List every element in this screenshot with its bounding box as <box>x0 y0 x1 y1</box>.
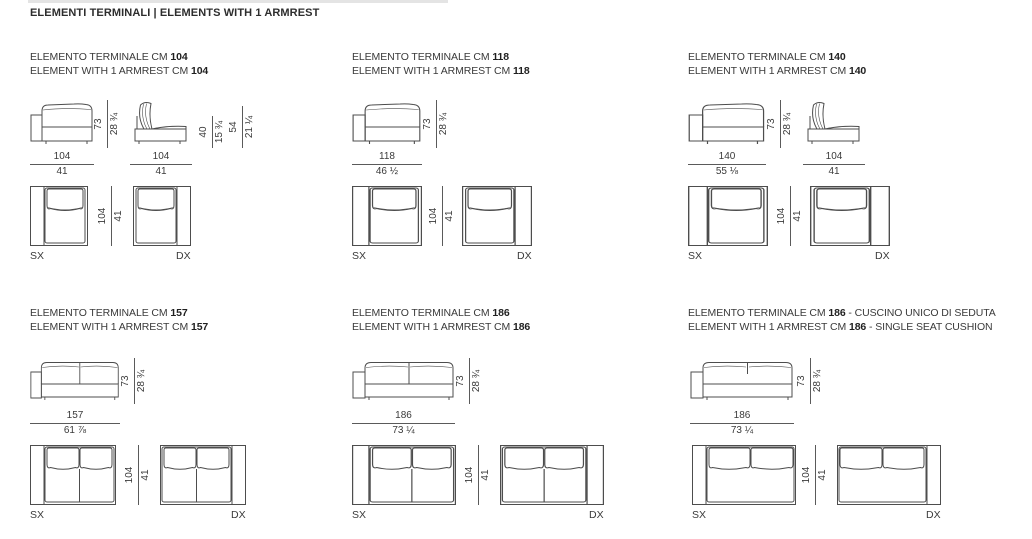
height-dim-inch: 28 ¾ <box>438 112 449 136</box>
block-title-it: ELEMENTO TERMINALE CM 186 - CUSCINO UNICO DI SEDUTA <box>688 307 996 319</box>
block-title-it: ELEMENTO TERMINALE CM 140 <box>688 51 846 63</box>
block-title-en: ELEMENT WITH 1 ARMREST CM 157 <box>30 321 209 333</box>
width-dim-inch: 46 ½ <box>375 166 399 177</box>
width-dim-line <box>688 164 766 165</box>
top-view-sx-drawing <box>30 445 116 505</box>
depth-dim-cm: 104 <box>776 207 787 225</box>
front-view-drawing <box>688 100 766 148</box>
sx-label: SX <box>352 509 367 521</box>
dx-label: DX <box>231 509 246 521</box>
block-title <box>30 50 208 78</box>
depth-dim-cm: 104 <box>97 207 108 225</box>
element-block-118 <box>352 50 696 280</box>
top-view-dx-drawing <box>810 186 890 246</box>
width-dim-inch: 55 ⅛ <box>715 166 739 177</box>
sx-label: SX <box>688 250 703 262</box>
back-height-dim-cm: 54 <box>228 121 239 133</box>
back-height-dim-inch: 21 ¼ <box>244 115 255 139</box>
dx-label: DX <box>517 250 532 262</box>
block-title-it: ELEMENTO TERMINALE CM 157 <box>30 307 188 319</box>
block-title-it: ELEMENTO TERMINALE CM 118 <box>352 51 509 63</box>
width-dim-cm: 186 <box>395 410 412 421</box>
top-view-sx-drawing <box>692 445 796 505</box>
top-view-dx-drawing <box>837 445 941 505</box>
side-width-dim-inch: 41 <box>828 166 840 177</box>
dx-label: DX <box>875 250 890 262</box>
side-view-drawing <box>803 100 865 148</box>
block-title-en: ELEMENT WITH 1 ARMREST CM 104 <box>30 65 209 77</box>
side-view-drawing <box>130 100 192 148</box>
block-title-it: ELEMENTO TERMINALE CM 104 <box>30 51 188 63</box>
sx-label: SX <box>692 509 707 521</box>
element-block-186 <box>352 306 696 536</box>
top-view-sx-drawing <box>30 186 88 246</box>
width-dim <box>352 151 422 177</box>
width-dim-inch: 73 ¼ <box>730 425 754 436</box>
width-dim-cm: 157 <box>66 410 84 421</box>
height-dim-cm: 73 <box>766 118 777 130</box>
top-view-dx-drawing <box>500 445 604 505</box>
depth-dim-cm: 104 <box>428 207 439 225</box>
height-dim-inch: 28 ¾ <box>136 369 147 393</box>
page-top-rule <box>28 0 448 3</box>
block-title-en: ELEMENT WITH 1 ARMREST CM 186 - SINGLE SEAT CUSHION <box>688 321 993 333</box>
section-title: ELEMENTI TERMINALI | ELEMENTS WITH 1 ARMREST <box>30 7 320 19</box>
side-width-dim-cm: 104 <box>825 151 843 162</box>
height-dim-cm: 73 <box>422 118 433 130</box>
block-title <box>30 306 208 334</box>
width-dim-line <box>30 164 94 165</box>
dx-label: DX <box>926 509 941 521</box>
width-dim-line <box>690 423 794 424</box>
block-title-it: ELEMENTO TERMINALE CM 186 <box>352 307 510 319</box>
width-dim-inch: 41 <box>56 166 68 177</box>
height-dim-cm: 73 <box>796 375 807 387</box>
sx-label: SX <box>30 250 45 262</box>
element-block-104 <box>30 50 374 280</box>
element-block-140 <box>688 50 1032 280</box>
width-dim <box>690 410 794 436</box>
top-view-sx-drawing <box>688 186 768 246</box>
height-dim-inch: 28 ¾ <box>812 369 823 393</box>
height-dim-cm: 73 <box>93 118 104 130</box>
side-width-dim <box>803 151 865 177</box>
top-view-dx-drawing <box>133 186 191 246</box>
top-view-dx-drawing <box>160 445 246 505</box>
width-dim-line <box>30 423 120 424</box>
element-block-157 <box>30 306 374 536</box>
depth-dim-inch: 41 <box>480 469 491 481</box>
width-dim-cm: 118 <box>379 151 395 162</box>
seat-height-dim-cm: 40 <box>198 126 209 138</box>
depth-dim-inch: 41 <box>792 210 803 222</box>
side-width-dim <box>130 151 192 177</box>
width-dim-cm: 186 <box>733 410 751 421</box>
side-width-dim-line <box>130 164 192 165</box>
height-dim-inch: 28 ¾ <box>782 112 793 136</box>
top-view-sx-drawing <box>352 445 456 505</box>
block-title <box>688 306 996 334</box>
depth-dim-inch: 41 <box>444 210 455 222</box>
width-dim-inch: 61 ⅞ <box>63 425 87 436</box>
height-dim-cm: 73 <box>120 375 131 387</box>
front-view-drawing <box>352 100 422 148</box>
block-title <box>688 50 866 78</box>
top-view-sx-drawing <box>352 186 422 246</box>
element-block-186-single-cushion <box>688 306 1032 536</box>
width-dim-cm: 104 <box>53 151 71 162</box>
side-width-dim-cm: 104 <box>152 151 170 162</box>
block-title <box>352 50 530 78</box>
width-dim-line <box>352 423 455 424</box>
depth-dim-cm: 104 <box>801 466 812 484</box>
sx-label: SX <box>352 250 367 262</box>
width-dim <box>352 410 455 436</box>
depth-dim-cm: 104 <box>464 466 475 484</box>
width-dim-inch: 73 ¼ <box>392 425 415 436</box>
sx-label: SX <box>30 509 45 521</box>
front-view-drawing <box>690 358 794 404</box>
side-width-dim-line <box>803 164 865 165</box>
side-width-dim-inch: 41 <box>155 166 167 177</box>
height-dim-inch: 28 ¾ <box>471 369 482 393</box>
height-dim-inch: 28 ¾ <box>109 112 120 136</box>
block-title <box>352 306 530 334</box>
top-view-dx-drawing <box>462 186 532 246</box>
width-dim-line <box>352 164 422 165</box>
depth-dim-cm: 104 <box>124 466 135 484</box>
seat-height-dim-inch: 15 ¾ <box>214 120 225 144</box>
width-dim-cm: 140 <box>718 151 736 162</box>
width-dim <box>30 151 94 177</box>
block-title-en: ELEMENT WITH 1 ARMREST CM 186 <box>352 321 531 333</box>
width-dim <box>30 410 120 436</box>
front-view-drawing <box>30 100 94 148</box>
block-title-en: ELEMENT WITH 1 ARMREST CM 140 <box>688 65 867 77</box>
width-dim <box>688 151 766 177</box>
dx-label: DX <box>176 250 191 262</box>
front-view-drawing <box>352 358 455 404</box>
depth-dim-inch: 41 <box>140 469 151 481</box>
depth-dim-inch: 41 <box>113 210 124 222</box>
block-title-en: ELEMENT WITH 1 ARMREST CM 118 <box>352 65 530 77</box>
front-view-drawing <box>30 358 120 404</box>
depth-dim-inch: 41 <box>817 469 828 481</box>
dx-label: DX <box>589 509 604 521</box>
height-dim-cm: 73 <box>455 375 466 387</box>
